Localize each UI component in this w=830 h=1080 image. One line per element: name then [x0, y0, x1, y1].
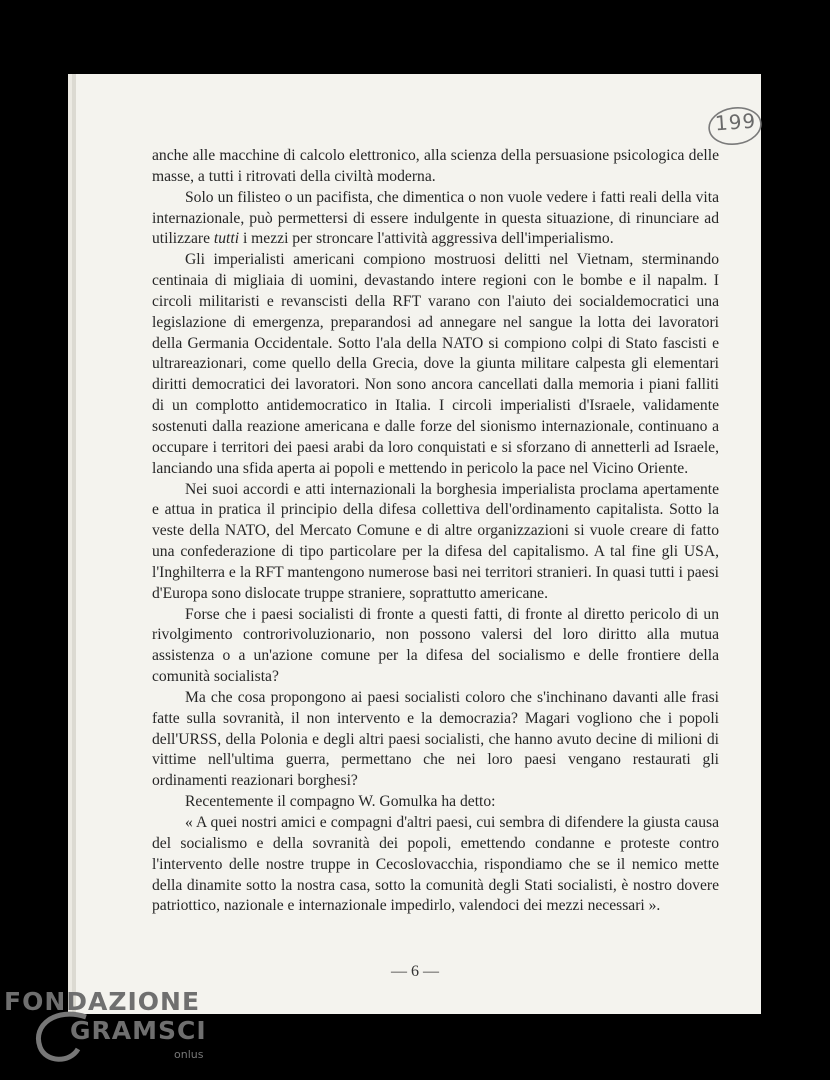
paragraph: Solo un filisteo o un pacifista, che dimentica o non vuole vedere i fatti reali della vita internazionale, può permettersi di essere indulgente in questa situazione, di rinunciare ad utilizzare tutti i mezzi per stroncare l'attività aggressiva dell'imperialismo. [152, 188, 719, 248]
paragraph: Recentemente il compagno W. Gomulka ha detto: [185, 793, 496, 811]
logo-text-line2: GRAMSCI [70, 1016, 207, 1045]
paragraph: Nei suoi accordi e atti internazionali la borghesia imperialista proclama apertamente e attua in pratica il principio della difesa collettiva dell'ordinamento capitalista. Sotto la veste della NATO, del Mercato Comune e di altre organizzazioni si vuole creare di fatto una confederazione di tipo particolare per la difesa del capitalismo. A tal fine gli USA, l'Inghilterra e la RFT mantengono numerose basi nei territori stranieri. In quasi tutti i paesi d'Europa sono dislocate truppe straniere, soprattutto americane. [152, 480, 719, 602]
paragraph: Ma che cosa propongono ai paesi socialisti coloro che s'inchinano davanti alle frasi fatte sulla sovranità, il non intervento e la democrazia? Magari vogliono che i popoli dell'URSS, della Polonia e degli altri paesi socialisti, che hanno avuto decine di milioni di vittime nell'ultima guerra, permettano che nei loro paesi vengano restaurati gli ordinamenti reazionari borghesi? [152, 688, 719, 790]
page-number: — 6 — [391, 963, 439, 980]
emphasis: tutti [213, 230, 240, 248]
paragraph: Forse che i paesi socialisti di fronte a questi fatti, di fronte al diretto pericolo di un rivolgimento controrivoluzionario, non possono valersi del loro diritto alla mutua assistenza o a un'azione comune per la difesa del socialismo e delle frontiere della comunità socialista? [152, 605, 719, 686]
paragraph: « A quei nostri amici e compagni d'altri paesi, cui sembra di difendere la giusta causa del socialismo e della sovranità dei popoli, emettendo condanne e proteste contro l'intervento delle nostre truppe in Cecoslovacchia, rispondiamo che se il nemico mette della dinamite sotto la nostra casa, sotto la comunità degli Stati socialisti, è nostro dovere patriottico, nazionale e internazionale impedirlo, valendoci dei mezzi necessari ». [152, 814, 719, 915]
logo-text-line1: FONDAZIONE [4, 987, 201, 1016]
paragraph: anche alle macchine di calcolo elettronico, alla scienza della persuasione psicologica delle masse, a tutti i ritrovati della civiltà moderna. [152, 147, 719, 185]
paragraph: Gli imperialisti americani compiono mostruosi delitti nel Vietnam, sterminando centinaia di migliaia di uomini, devastando intere regioni con le bombe e il napalm. I circoli militaristi e revanscisti della RFT varano con l'aiuto dei socialdemocratici una legislazione di emergenza, preparandosi ad annegare nel sangue la lotta dei lavoratori della Germania Occidentale. Sotto l'ala della NATO si compiono colpi di Stato fascisti e ultrareazionari, come quello della Grecia, dove la giunta militare calpesta gli elementari diritti democratici dei lavoratori. Non sono ancora cancellati dalla memoria i piani falliti di un complotto antidemocratico in Italia. I circoli imperialisti d'Israele, validamente sostenuti dalla reazione americana e dalle forze del sionismo internazionale, continuano a occupare i territori dei paesi arabi da loro conquistati e si sforzano di annetterli ad Israele, lanciando una sfida aperta ai popoli e mettendo in pericolo la pace nel Vicino Oriente. [152, 251, 719, 477]
logo-text-line3: onlus [174, 1048, 204, 1061]
body-text [152, 146, 719, 917]
fondazione-gramsci-logo [4, 985, 214, 1075]
archive-stamp-number: 199 [714, 108, 757, 136]
